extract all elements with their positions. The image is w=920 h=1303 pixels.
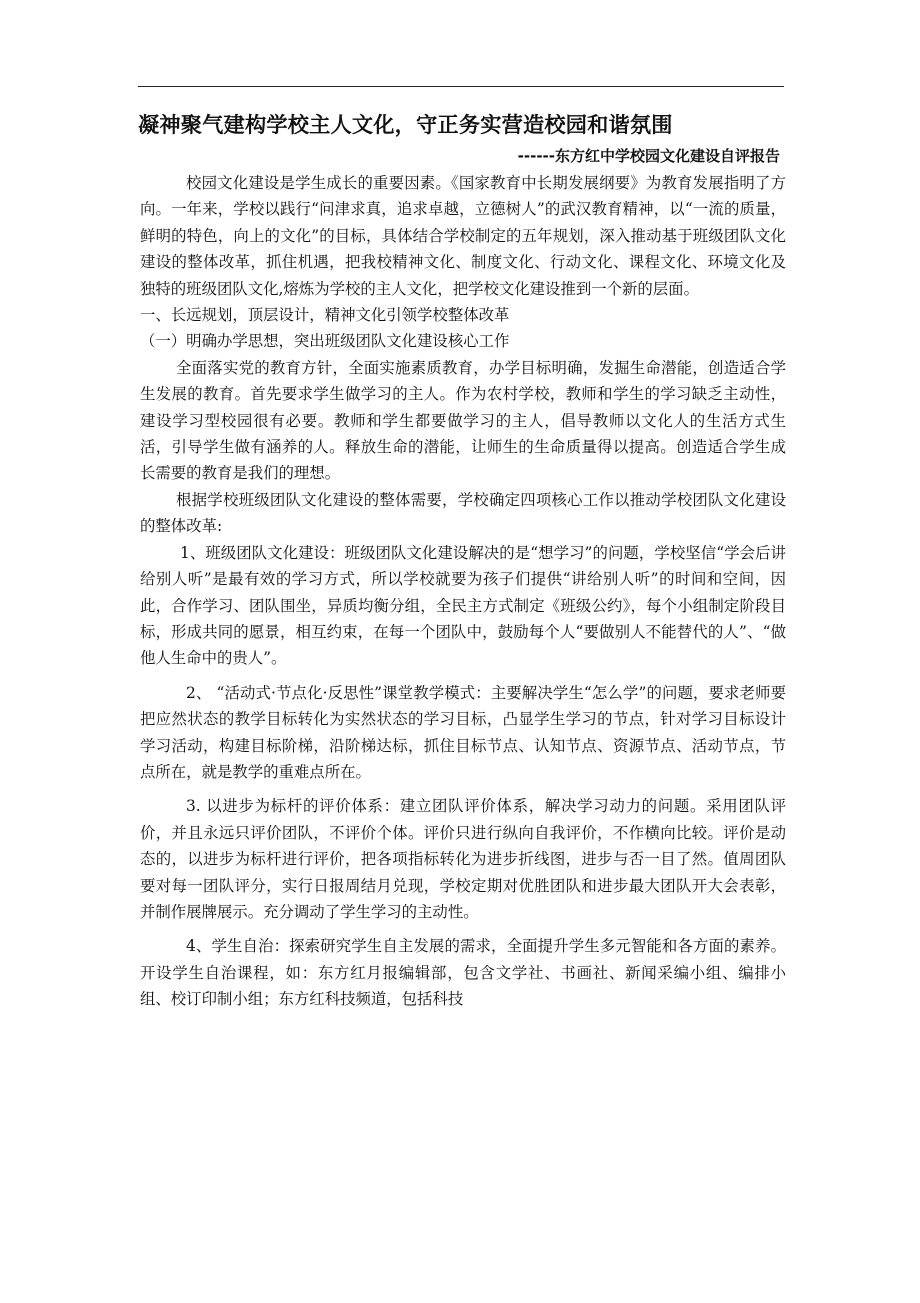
paragraph-intro: 校园文化建设是学生成长的重要因素。《国家教育中长期发展纲要》为教育发展指明了方向。一年来，学校以践行“问津求真，追求卓越，立德树人”的武汉教育精神，以“一流的质量，鲜明的特色，向上的文化”的目标，具体结合学校制定的五年规划，深入推动基于班级团队文化建设的整体改革，抓住机遇，把我校精神文化、制度文化、行动文化、课程文化、环境文化及独特的班级团队文化,熔炼为学校的主人文化，把学校文化建设推到一个新的层面。 bbox=[140, 174, 786, 298]
paragraph-teaching-mode: 2、 “活动式·节点化·反思性”课堂教学模式：主要解决学生“怎么学”的问题，要求老师要把应然状态的教学目标转化为实然状态的学习目标，凸显学生学习的节点，针对学习目标设计学习活动，构建目标阶梯，沿阶梯达标，抓住目标节点、认知节点、资源节点、活动节点，节点所在，就是教学的重难点所在。 bbox=[140, 683, 786, 781]
header-rule bbox=[138, 86, 784, 87]
paragraph-team-culture: 1、班级团队文化建设：班级团队文化建设解决的是“想学习”的问题，学校坚信“学会后讲给别人听”是最有效的学习方式，所以学校就要为孩子们提供“讲给别人听”的时间和空间，因此，合作学习、团队围坐，异质均衡分组，全民主方式制定《班级公约》，每个小组制定阶段目标，形成共同的愿景，相互约束，在每一个团队中，鼓励每个人“要做别人不能替代的人”、“做他人生命中的贵人”。 bbox=[140, 543, 786, 668]
paragraph-core-work: 根据学校班级团队文化建设的整体需要，学校确定四项核心工作以推动学校团队文化建设的整体改革: bbox=[140, 490, 786, 536]
paragraph-education-goal: 全面落实党的教育方针，全面实施素质教育，办学目标明确，发掘生命潜能，创造适合学生发展的教育。首先要求学生做学习的主人。作为农村学校，教师和学生的学习缺乏主动性，建设学习型校园很有必要。教师和学生都要做学习的主人，倡导教师以文化人的生活方式生活，引导学生做有涵养的人。释放生命的潜能，让师生的生命质量得以提高。创造适合学生成长需要的教育是我们的理想。 bbox=[140, 358, 786, 483]
paragraph-evaluation-system: 3. 以进步为标杆的评价体系：建立团队评价体系，解决学习动力的问题。采用团队评价，并且永远只评价团队，不评价个体。评价只进行纵向自我评价，不作横向比较。评价是动态的，以进步为标杆进行评价，把各项指标转化为进步折线图，进步与否一目了然。值周团队要对每一团队评分，实行日报周结月兑现，学校定期对优胜团队和进步最大团队开大会表彰，并制作展牌展示。充分调动了学生学习的主动性。 bbox=[140, 797, 786, 921]
paragraph-student-autonomy: 4、学生自治：探索研究学生自主发展的需求，全面提升学生多元智能和各方面的素养。开设学生自治课程，如：东方红月报编辑部，包含文学社、书画社、新闻采编小组、编排小组、校订印制小组；东方红科技频道，包括科技 bbox=[140, 937, 786, 1009]
document-title: 凝神聚气建构学校主人文化，守正务实营造校园和谐氛围 bbox=[138, 112, 673, 137]
document-subtitle: ------东方红中学校园文化建设自评报告 bbox=[517, 147, 780, 165]
document-body bbox=[140, 170, 786, 1013]
section-heading-1: 一、长远规划，顶层设计，精神文化引领学校整体改革 bbox=[140, 306, 510, 325]
subsection-heading-1: （一）明确办学思想，突出班级团队文化建设核心工作 bbox=[140, 332, 510, 351]
